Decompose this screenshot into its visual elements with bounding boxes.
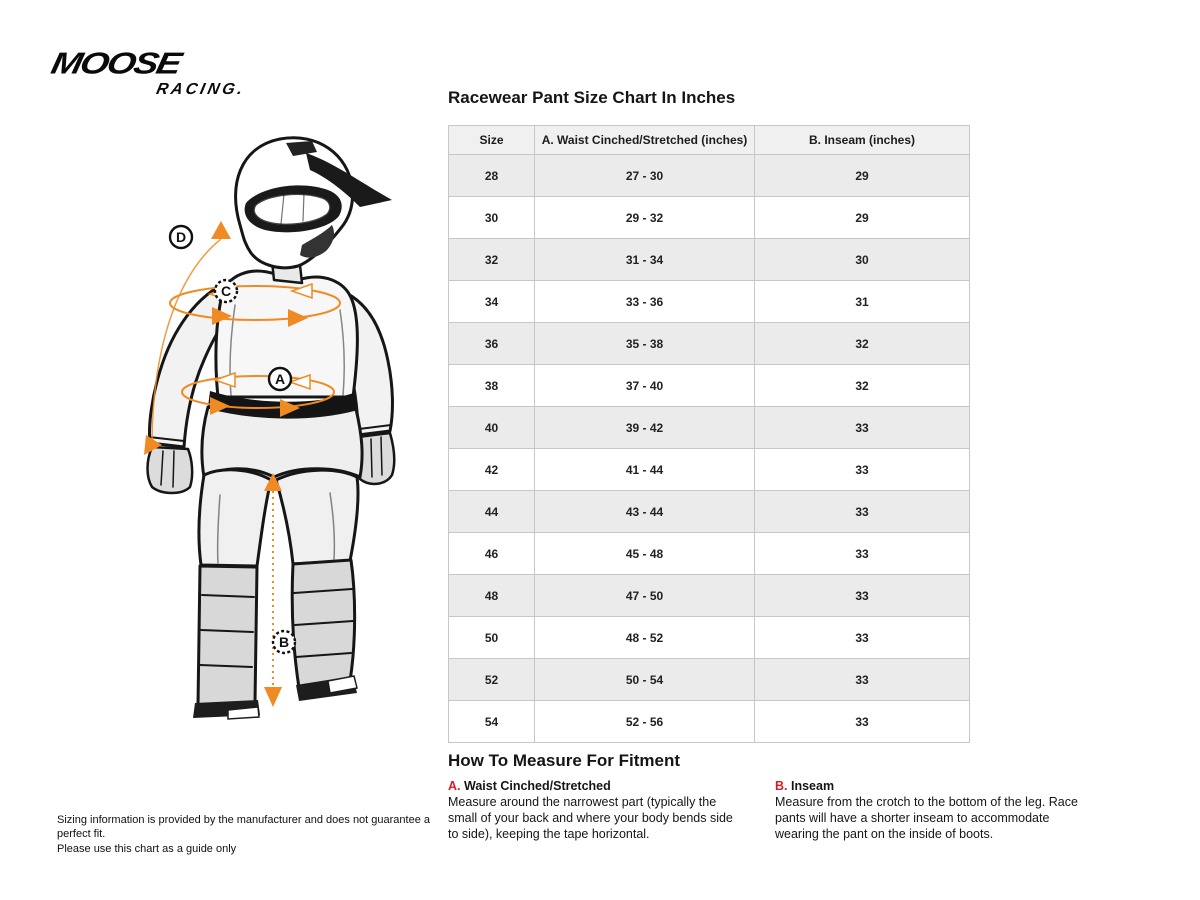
table-row <box>449 701 970 743</box>
inseam-cell: 33 <box>755 701 970 743</box>
waist-cell: 35 - 38 <box>535 323 755 365</box>
size-cell: 48 <box>449 575 535 617</box>
inseam-cell: 29 <box>755 197 970 239</box>
column-header: Size <box>449 126 535 155</box>
size-cell: 34 <box>449 281 535 323</box>
brand-logo-moose: MOOSE <box>48 46 184 80</box>
brand-logo-racing: RACING. <box>154 81 247 98</box>
waist-cell: 43 - 44 <box>535 491 755 533</box>
size-cell: 38 <box>449 365 535 407</box>
size-table-body <box>449 155 970 743</box>
waist-cell: 39 - 42 <box>535 407 755 449</box>
size-cell: 46 <box>449 533 535 575</box>
section-name-inseam: Inseam <box>790 779 835 793</box>
disclaimer-line-1: Sizing information is provided by the manufacturer and does not guarantee a perfect fit. <box>57 814 431 841</box>
inseam-cell: 32 <box>755 365 970 407</box>
size-chart-title: Racewear Pant Size Chart In Inches <box>448 88 736 107</box>
waist-cell: 33 - 36 <box>535 281 755 323</box>
size-table-head <box>449 126 970 155</box>
column-header: A. Waist Cinched/Stretched (inches) <box>535 126 755 155</box>
waist-cell: 52 - 56 <box>535 701 755 743</box>
inseam-cell: 29 <box>755 155 970 197</box>
waist-cell: 47 - 50 <box>535 575 755 617</box>
inseam-cell: 31 <box>755 281 970 323</box>
table-row <box>449 617 970 659</box>
size-table <box>448 125 970 743</box>
waist-cell: 50 - 54 <box>535 659 755 701</box>
how-to-section-waist <box>448 779 744 842</box>
size-cell: 32 <box>449 239 535 281</box>
waist-cell: 45 - 48 <box>535 533 755 575</box>
helmet <box>236 138 392 268</box>
table-row <box>449 323 970 365</box>
header-row <box>449 126 970 155</box>
marker-c <box>215 280 237 302</box>
svg-text:A: A <box>274 371 286 387</box>
size-cell: 42 <box>449 449 535 491</box>
table-row <box>449 365 970 407</box>
marker-b <box>273 631 295 653</box>
inseam-cell: 33 <box>755 659 970 701</box>
size-cell: 50 <box>449 617 535 659</box>
table-row <box>449 659 970 701</box>
table-row <box>449 575 970 617</box>
column-header: B. Inseam (inches) <box>755 126 970 155</box>
svg-text:C: C <box>220 283 232 299</box>
brand-logo <box>48 46 247 99</box>
section-heading <box>448 779 744 793</box>
waist-cell: 48 - 52 <box>535 617 755 659</box>
waist-cell: 41 - 44 <box>535 449 755 491</box>
inseam-cell: 33 <box>755 407 970 449</box>
size-cell: 30 <box>449 197 535 239</box>
section-body-inseam: Measure from the crotch to the bottom of the leg. Race pants will have a shorter inseam to accommodate wearing the pant on the inside of boots. <box>775 795 1078 841</box>
inseam-cell: 30 <box>755 239 970 281</box>
waist-cell: 31 - 34 <box>535 239 755 281</box>
marker-a <box>269 368 291 390</box>
waist-cell: 29 - 32 <box>535 197 755 239</box>
rider-measurement-illustration <box>60 125 440 745</box>
table-row <box>449 491 970 533</box>
inseam-cell: 32 <box>755 323 970 365</box>
section-heading <box>775 779 1083 793</box>
table-row <box>449 449 970 491</box>
svg-text:B: B <box>278 634 290 650</box>
table-row <box>449 239 970 281</box>
size-cell: 52 <box>449 659 535 701</box>
marker-d <box>170 226 192 248</box>
table-row <box>449 407 970 449</box>
arrow-up-shoulder <box>211 221 231 239</box>
waist-cell: 37 - 40 <box>535 365 755 407</box>
glove-left <box>148 447 193 493</box>
arrow-down-boot <box>264 687 282 707</box>
size-cell: 44 <box>449 491 535 533</box>
section-name-waist: Waist Cinched/Stretched <box>463 779 611 793</box>
svg-text:D: D <box>175 229 187 245</box>
table-row <box>449 155 970 197</box>
disclaimer-line-2: Please use this chart as a guide only <box>57 842 237 855</box>
section-body-waist: Measure around the narrowest part (typically the small of your back and where your body bends side to side), keeping the tape horizontal. <box>448 795 733 841</box>
section-label-a: A. <box>448 779 461 793</box>
size-cell: 54 <box>449 701 535 743</box>
size-cell: 40 <box>449 407 535 449</box>
table-row <box>449 281 970 323</box>
table-row <box>449 533 970 575</box>
waist-cell: 27 - 30 <box>535 155 755 197</box>
inseam-cell: 33 <box>755 449 970 491</box>
inseam-cell: 33 <box>755 575 970 617</box>
disclaimer-text <box>57 813 437 856</box>
size-cell: 28 <box>449 155 535 197</box>
size-cell: 36 <box>449 323 535 365</box>
how-to-section-inseam <box>775 779 1083 842</box>
inseam-cell: 33 <box>755 617 970 659</box>
rider-pants <box>199 391 362 566</box>
how-to-title: How To Measure For Fitment <box>448 751 681 770</box>
inseam-cell: 33 <box>755 491 970 533</box>
table-row <box>449 197 970 239</box>
section-label-b: B. <box>775 779 788 793</box>
inseam-cell: 33 <box>755 533 970 575</box>
